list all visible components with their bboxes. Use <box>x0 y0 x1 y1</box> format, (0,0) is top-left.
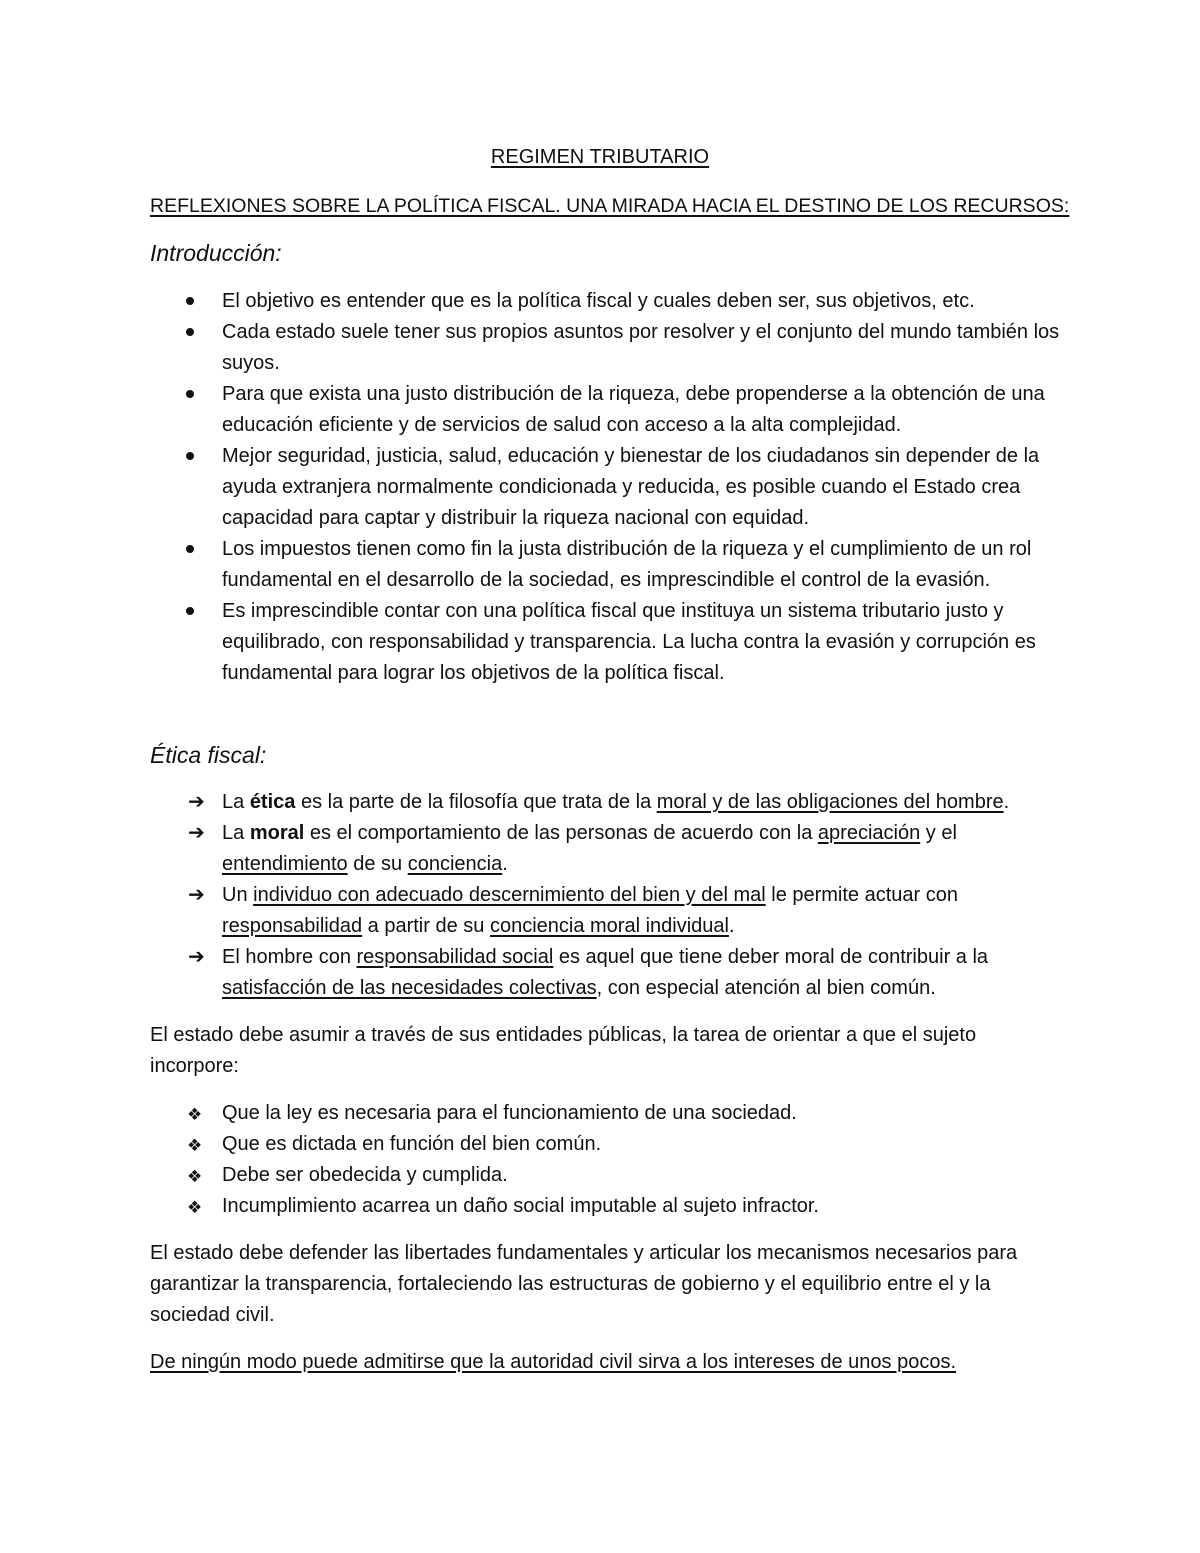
state-paragraph: El estado debe asumir a través de sus entidades públicas, la tarea de orientar a que el sujeto incorpore: <box>150 1024 977 1077</box>
right-arrow-icon: ➔ <box>188 884 205 906</box>
document-title: REGIMEN TRIBUTARIO <box>490 146 710 168</box>
list-item: ❖ Debe ser obedecida y cumplida. <box>150 1160 1080 1191</box>
four-diamond-icon: ❖ <box>187 1167 203 1186</box>
closing-statement: De ningún modo puede admitirse que la autoridad civil sirva a los intereses de unos pocos. <box>150 1351 957 1373</box>
ethics-heading: Ética fiscal: <box>150 742 267 768</box>
diamond-list <box>150 1098 1080 1222</box>
list-item: Cada estado suele tener sus propios asuntos por resolver y el conjunto del mundo también los suyos. <box>150 317 1080 379</box>
list-item: ➔ El hombre con responsabilidad social es aquel que tiene deber moral de contribuir a la satisfacción de las necesidades colectivas, con especial atención al bien común. <box>150 942 1080 1004</box>
defense-paragraph: El estado debe defender las libertades fundamentales y articular los mecanismos necesarios para garantizar la transparencia, fortaleciendo las estructuras de gobierno y el equilibrio entre el y la sociedad civil. <box>150 1242 1018 1326</box>
bullet-dot-icon <box>186 297 194 305</box>
list-item: Mejor seguridad, justicia, salud, educación y bienestar de los ciudadanos sin depender de la ayuda extranjera normalmente condicionada y reducida, es posible cuando el Estado crea capacidad para captar y distribuir la riqueza nacional con equidad. <box>150 441 1080 534</box>
document-subtitle: REFLEXIONES SOBRE LA POLÍTICA FISCAL. UNA MIRADA HACIA EL DESTINO DE LOS RECURSOS: <box>150 195 1070 217</box>
four-diamond-icon: ❖ <box>187 1136 203 1155</box>
right-arrow-icon: ➔ <box>188 946 205 968</box>
list-item: ➔ Un individuo con adecuado descernimiento del bien y del mal le permite actuar con responsabilidad a partir de su conciencia moral individual. <box>150 880 1080 942</box>
list-item: ❖ Que la ley es necesaria para el funcionamiento de una sociedad. <box>150 1098 1080 1129</box>
list-item: El objetivo es entender que es la política fiscal y cuales deben ser, sus objetivos, etc. <box>150 286 1080 317</box>
list-item: ➔ La moral es el comportamiento de las personas de acuerdo con la apreciación y el entendimiento de su conciencia. <box>150 818 1080 880</box>
four-diamond-icon: ❖ <box>187 1198 203 1217</box>
right-arrow-icon: ➔ <box>188 822 205 844</box>
bullet-dot-icon <box>186 390 194 398</box>
list-item: ➔ La ética es la parte de la filosofía que trata de la moral y de las obligaciones del hombre. <box>150 787 1080 818</box>
intro-bullet-list <box>150 286 1080 689</box>
ethics-arrow-list <box>150 787 1080 1004</box>
four-diamond-icon: ❖ <box>187 1105 203 1124</box>
list-item: Para que exista una justo distribución de la riqueza, debe propenderse a la obtención de una educación eficiente y de servicios de salud con acceso a la alta complejidad. <box>150 379 1080 441</box>
list-item: Los impuestos tienen como fin la justa distribución de la riqueza y el cumplimiento de un rol fundamental en el desarrollo de la sociedad, es imprescindible el control de la evasión. <box>150 534 1080 596</box>
bullet-dot-icon <box>186 328 194 336</box>
bullet-dot-icon <box>186 545 194 553</box>
intro-heading: Introducción: <box>150 240 282 266</box>
right-arrow-icon: ➔ <box>188 791 205 813</box>
term-moral: moral <box>249 822 305 844</box>
term-etica: ética <box>249 791 296 813</box>
list-item: Es imprescindible contar con una política fiscal que instituya un sistema tributario justo y equilibrado, con responsabilidad y transparencia. La lucha contra la evasión y corrupción es fundamental para lograr los objetivos de la política fiscal. <box>150 596 1080 689</box>
bullet-dot-icon <box>186 607 194 615</box>
list-item: ❖ Incumplimiento acarrea un daño social imputable al sujeto infractor. <box>150 1191 1080 1222</box>
bullet-dot-icon <box>186 452 194 460</box>
list-item: ❖ Que es dictada en función del bien común. <box>150 1129 1080 1160</box>
